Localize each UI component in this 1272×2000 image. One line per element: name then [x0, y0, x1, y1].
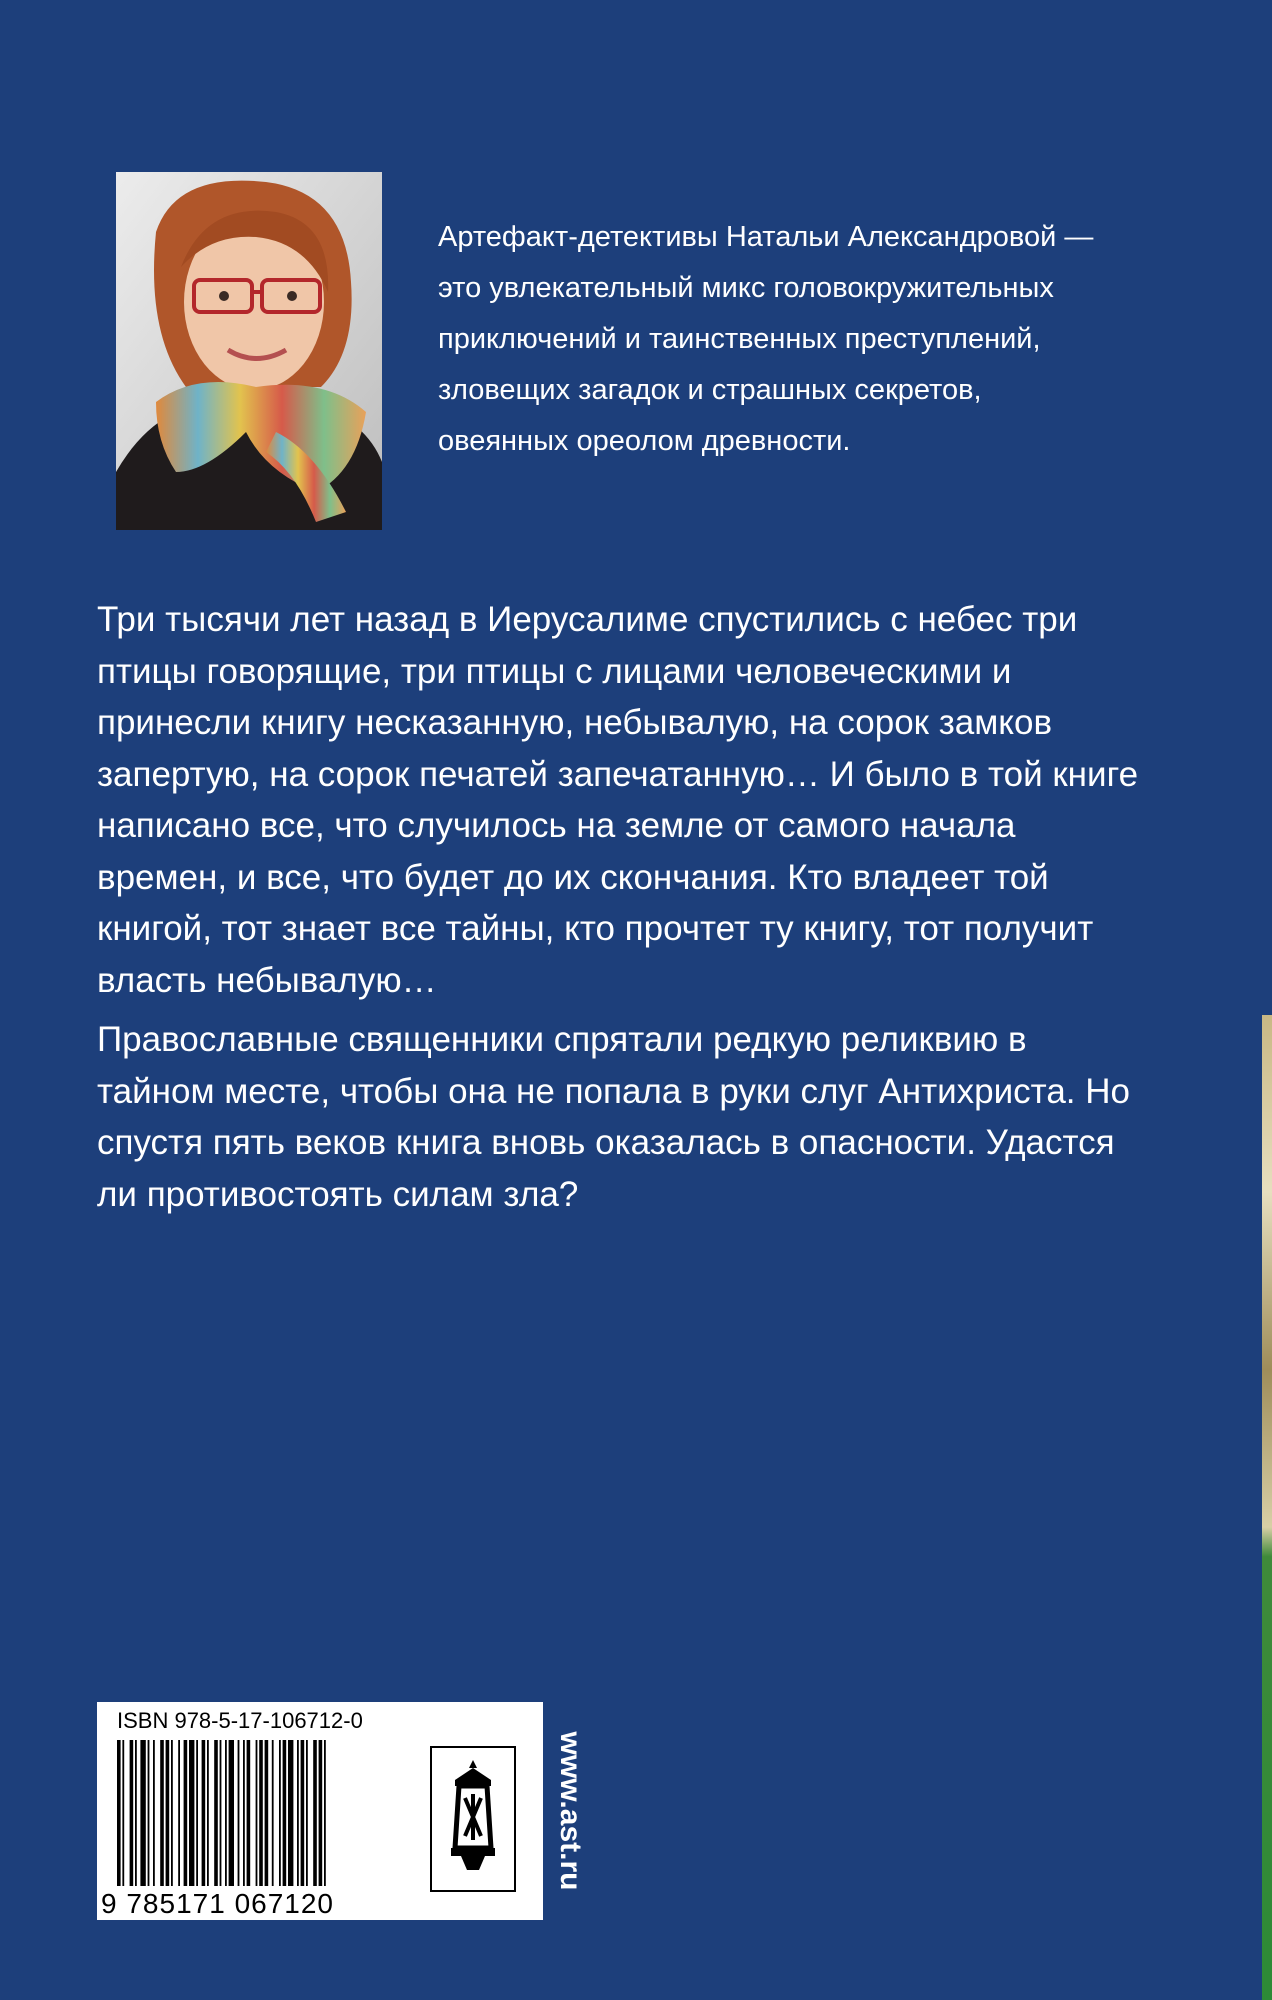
synopsis-paragraph-2: Православные священники спрятали редкую реликвию в тайном месте, чтобы она не попала в руки слуг Антихриста. Но спустя пять веков книга вновь оказалась в опасности. Удастся ли противостоять силам зла? [97, 1020, 1130, 1214]
barcode-bar [207, 1740, 209, 1886]
publisher-logo [430, 1746, 516, 1892]
barcode-bar [122, 1740, 124, 1886]
barcode-bar [171, 1740, 173, 1886]
author-intro-text: Артефакт-детективы Натальи Александровой — это увлекательный микс головокружительных приключений и таинственных преступлений, зловещих загадок и страшных секретов, овеянных ореолом древности. [438, 221, 1094, 457]
barcode-panel [97, 1702, 543, 1920]
barcode-bar [297, 1740, 299, 1886]
barcode-bar [117, 1740, 121, 1886]
barcode-bar [256, 1740, 258, 1886]
barcode-bar [288, 1740, 293, 1886]
synopsis-paragraph-1: Три тысячи лет назад в Иерусалиме спустились с небес три птицы говорящие, три птицы с лицами человеческими и принесли книгу несказанную, небывалую, на сорок замков запертую, на сорок печатей запечатанную… И было в той книге написано все, что случилось на земле от самого начала времен, и все, что будет до их скончания. Кто владеет той книгой, тот знает все тайны, кто прочтет ту книгу, тот получит власть небывалую… [97, 600, 1139, 1000]
barcode-bar [189, 1740, 194, 1886]
barcode-bar [135, 1740, 137, 1886]
barcode-bar [225, 1740, 227, 1886]
barcode-bar [140, 1740, 145, 1886]
barcode-bar [265, 1740, 269, 1886]
barcode-bar [247, 1740, 251, 1886]
barcode-bar [243, 1740, 245, 1886]
barcode-bar [220, 1740, 222, 1886]
barcode-bar [160, 1740, 164, 1886]
barcode-bar [301, 1740, 305, 1886]
barcode-bar [272, 1740, 274, 1886]
publisher-website-text[interactable]: www.ast.ru [554, 1731, 587, 1891]
barcode-bar [319, 1740, 323, 1886]
barcode-bar [238, 1740, 240, 1886]
barcode-bar [324, 1740, 326, 1886]
barcode-bar [202, 1740, 206, 1886]
barcode-bar [306, 1740, 308, 1886]
barcode-bar [166, 1740, 170, 1886]
barcode-bar [259, 1740, 263, 1886]
author-intro [438, 212, 1198, 467]
book-synopsis [97, 594, 1153, 1220]
spine-edge-strip [1262, 1015, 1272, 2000]
barcode-bar [279, 1740, 281, 1886]
barcode-bar [214, 1740, 218, 1886]
barcode-bar [148, 1740, 150, 1886]
isbn-label: ISBN 978-5-17-106712-0 [117, 1708, 363, 1733]
author-photo [116, 172, 382, 530]
barcode-bar [153, 1740, 155, 1886]
barcode-digits: 9 785171 067120 [101, 1888, 334, 1919]
barcode-bar [313, 1740, 317, 1886]
barcode-bar [130, 1740, 134, 1886]
barcode-bar [283, 1740, 287, 1886]
barcode-bars [115, 1740, 391, 1886]
barcode-bar [184, 1740, 188, 1886]
barcode-bar [229, 1740, 234, 1886]
barcode-bar [178, 1740, 180, 1886]
barcode-bar [196, 1740, 198, 1886]
publisher-website[interactable] [555, 1702, 585, 1920]
lantern-logo-icon [447, 1758, 499, 1878]
